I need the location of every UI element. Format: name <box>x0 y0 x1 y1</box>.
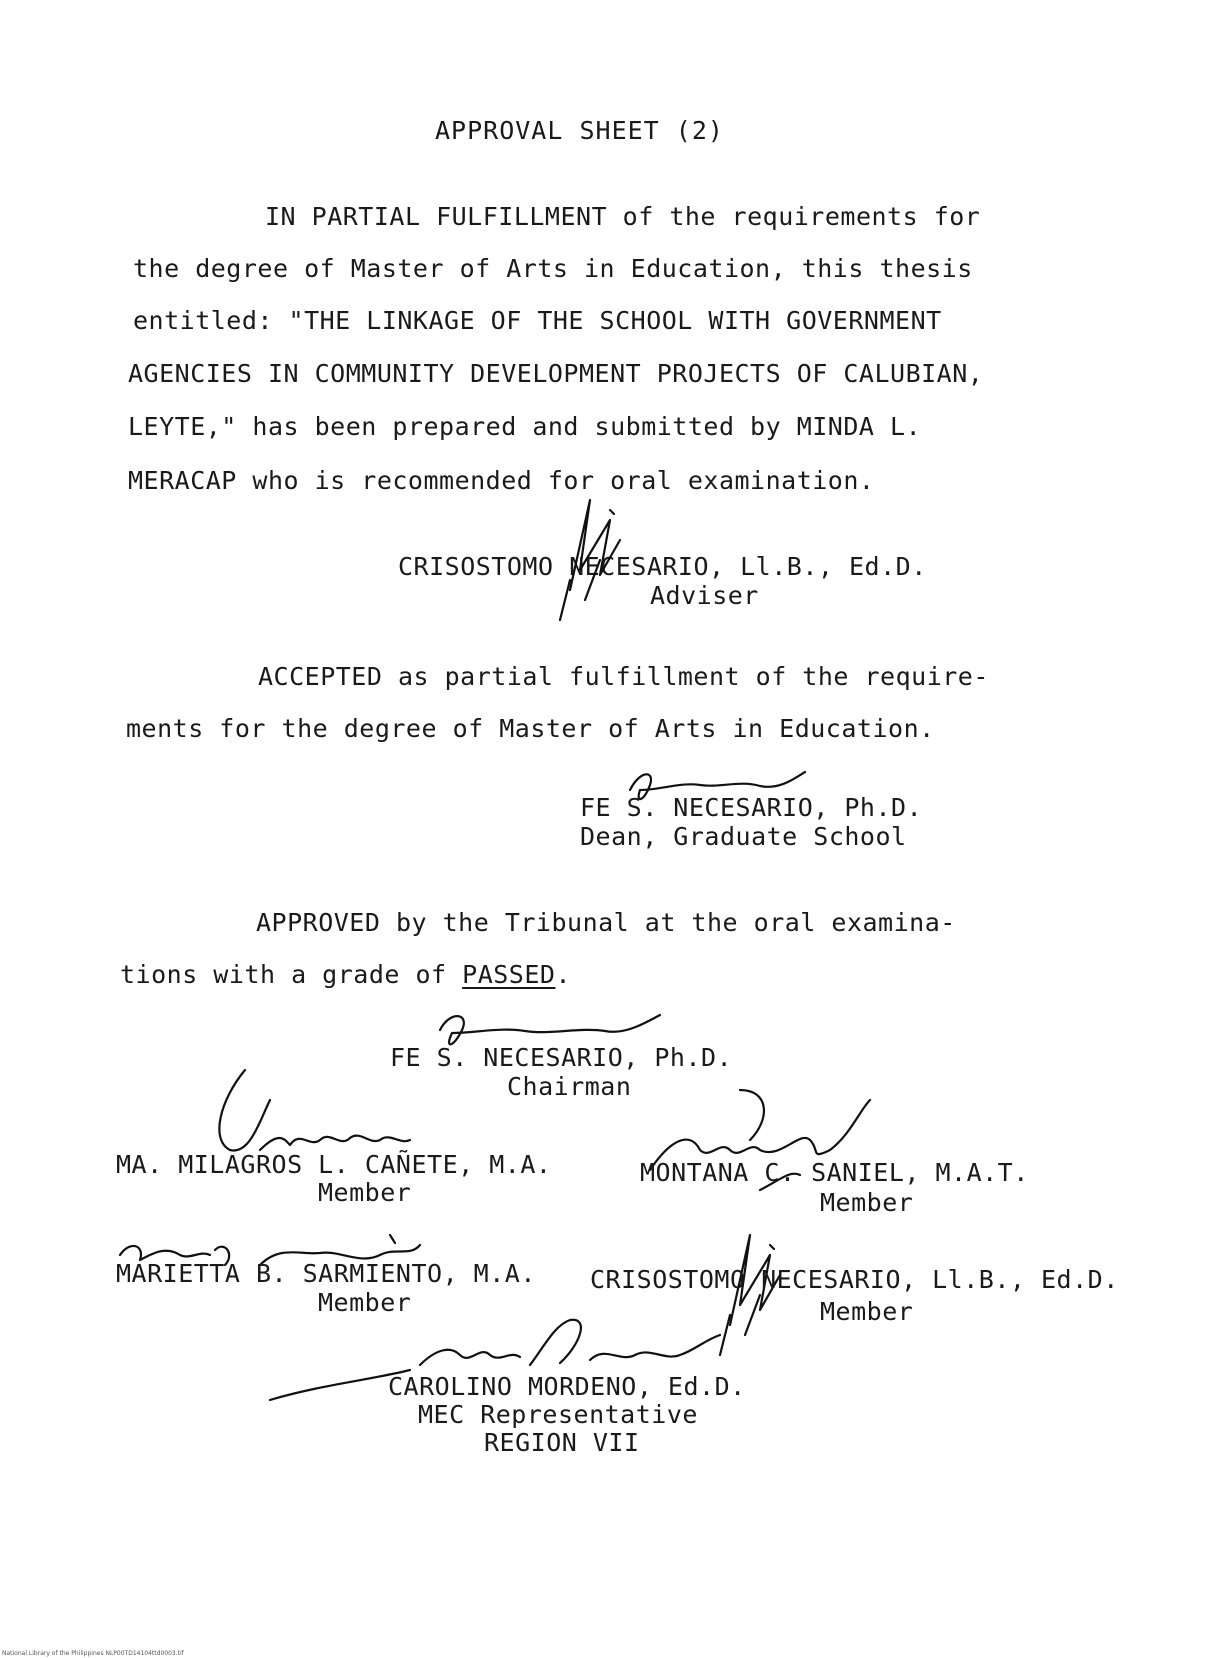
chairman-role: Chairman <box>507 1072 632 1101</box>
recommendation-line-5: LEYTE," has been prepared and submitted by MINDA L. <box>128 412 922 441</box>
mec-representative-name: CAROLINO MORDENO, Ed.D. <box>388 1372 746 1401</box>
recommendation-line-1: IN PARTIAL FULFILLMENT of the requirements for <box>265 202 981 231</box>
recommendation-line-6: MERACAP who is recommended for oral examination. <box>128 466 875 495</box>
member3-name: MARIETTA B. SARMIENTO, M.A. <box>116 1259 536 1288</box>
page-title: APPROVAL SHEET (2) <box>435 116 724 145</box>
recommendation-line-3: entitled: "THE LINKAGE OF THE SCHOOL WITH GOVERNMENT <box>133 306 942 335</box>
acceptance-line-2: ments for the degree of Master of Arts in Education. <box>126 714 935 743</box>
adviser-name: CRISOSTOMO NECESARIO, Ll.B., Ed.D. <box>398 552 927 581</box>
member4-name: CRISOSTOMO NECESARIO, Ll.B., Ed.D. <box>590 1265 1119 1294</box>
grade-passed: PASSED <box>462 960 556 989</box>
member2-role: Member <box>820 1188 914 1217</box>
member4-role: Member <box>820 1297 914 1326</box>
chairman-name: FE S. NECESARIO, Ph.D. <box>390 1043 733 1072</box>
archive-footer: National Library of the Philippines NLP00TD14104ttd0003.tif <box>2 1650 184 1657</box>
recommendation-line-4: AGENCIES IN COMMUNITY DEVELOPMENT PROJECTS OF CALUBIAN, <box>128 359 984 388</box>
approval-line-1: APPROVED by the Tribunal at the oral examina- <box>256 908 956 937</box>
dean-name: FE S. NECESARIO, Ph.D. <box>580 793 923 822</box>
mec-region: REGION VII <box>484 1428 640 1457</box>
mec-representative-role: MEC Representative <box>418 1400 698 1429</box>
member3-role: Member <box>318 1288 412 1317</box>
recommendation-line-2: the degree of Master of Arts in Education, this thesis <box>133 254 973 283</box>
acceptance-line-1: ACCEPTED as partial fulfillment of the require- <box>258 662 989 691</box>
approval-line-2-suffix: . <box>555 960 572 989</box>
approval-line-2-prefix: tions with a grade of <box>120 960 463 989</box>
adviser-role: Adviser <box>650 581 759 610</box>
member2-name: MONTANA C. SANIEL, M.A.T. <box>640 1158 1029 1187</box>
approval-line-2 <box>120 962 571 987</box>
member1-name: MA. MILAGROS L. CAÑETE, M.A. <box>116 1150 552 1179</box>
member1-role: Member <box>318 1178 412 1207</box>
dean-role: Dean, Graduate School <box>580 822 907 851</box>
